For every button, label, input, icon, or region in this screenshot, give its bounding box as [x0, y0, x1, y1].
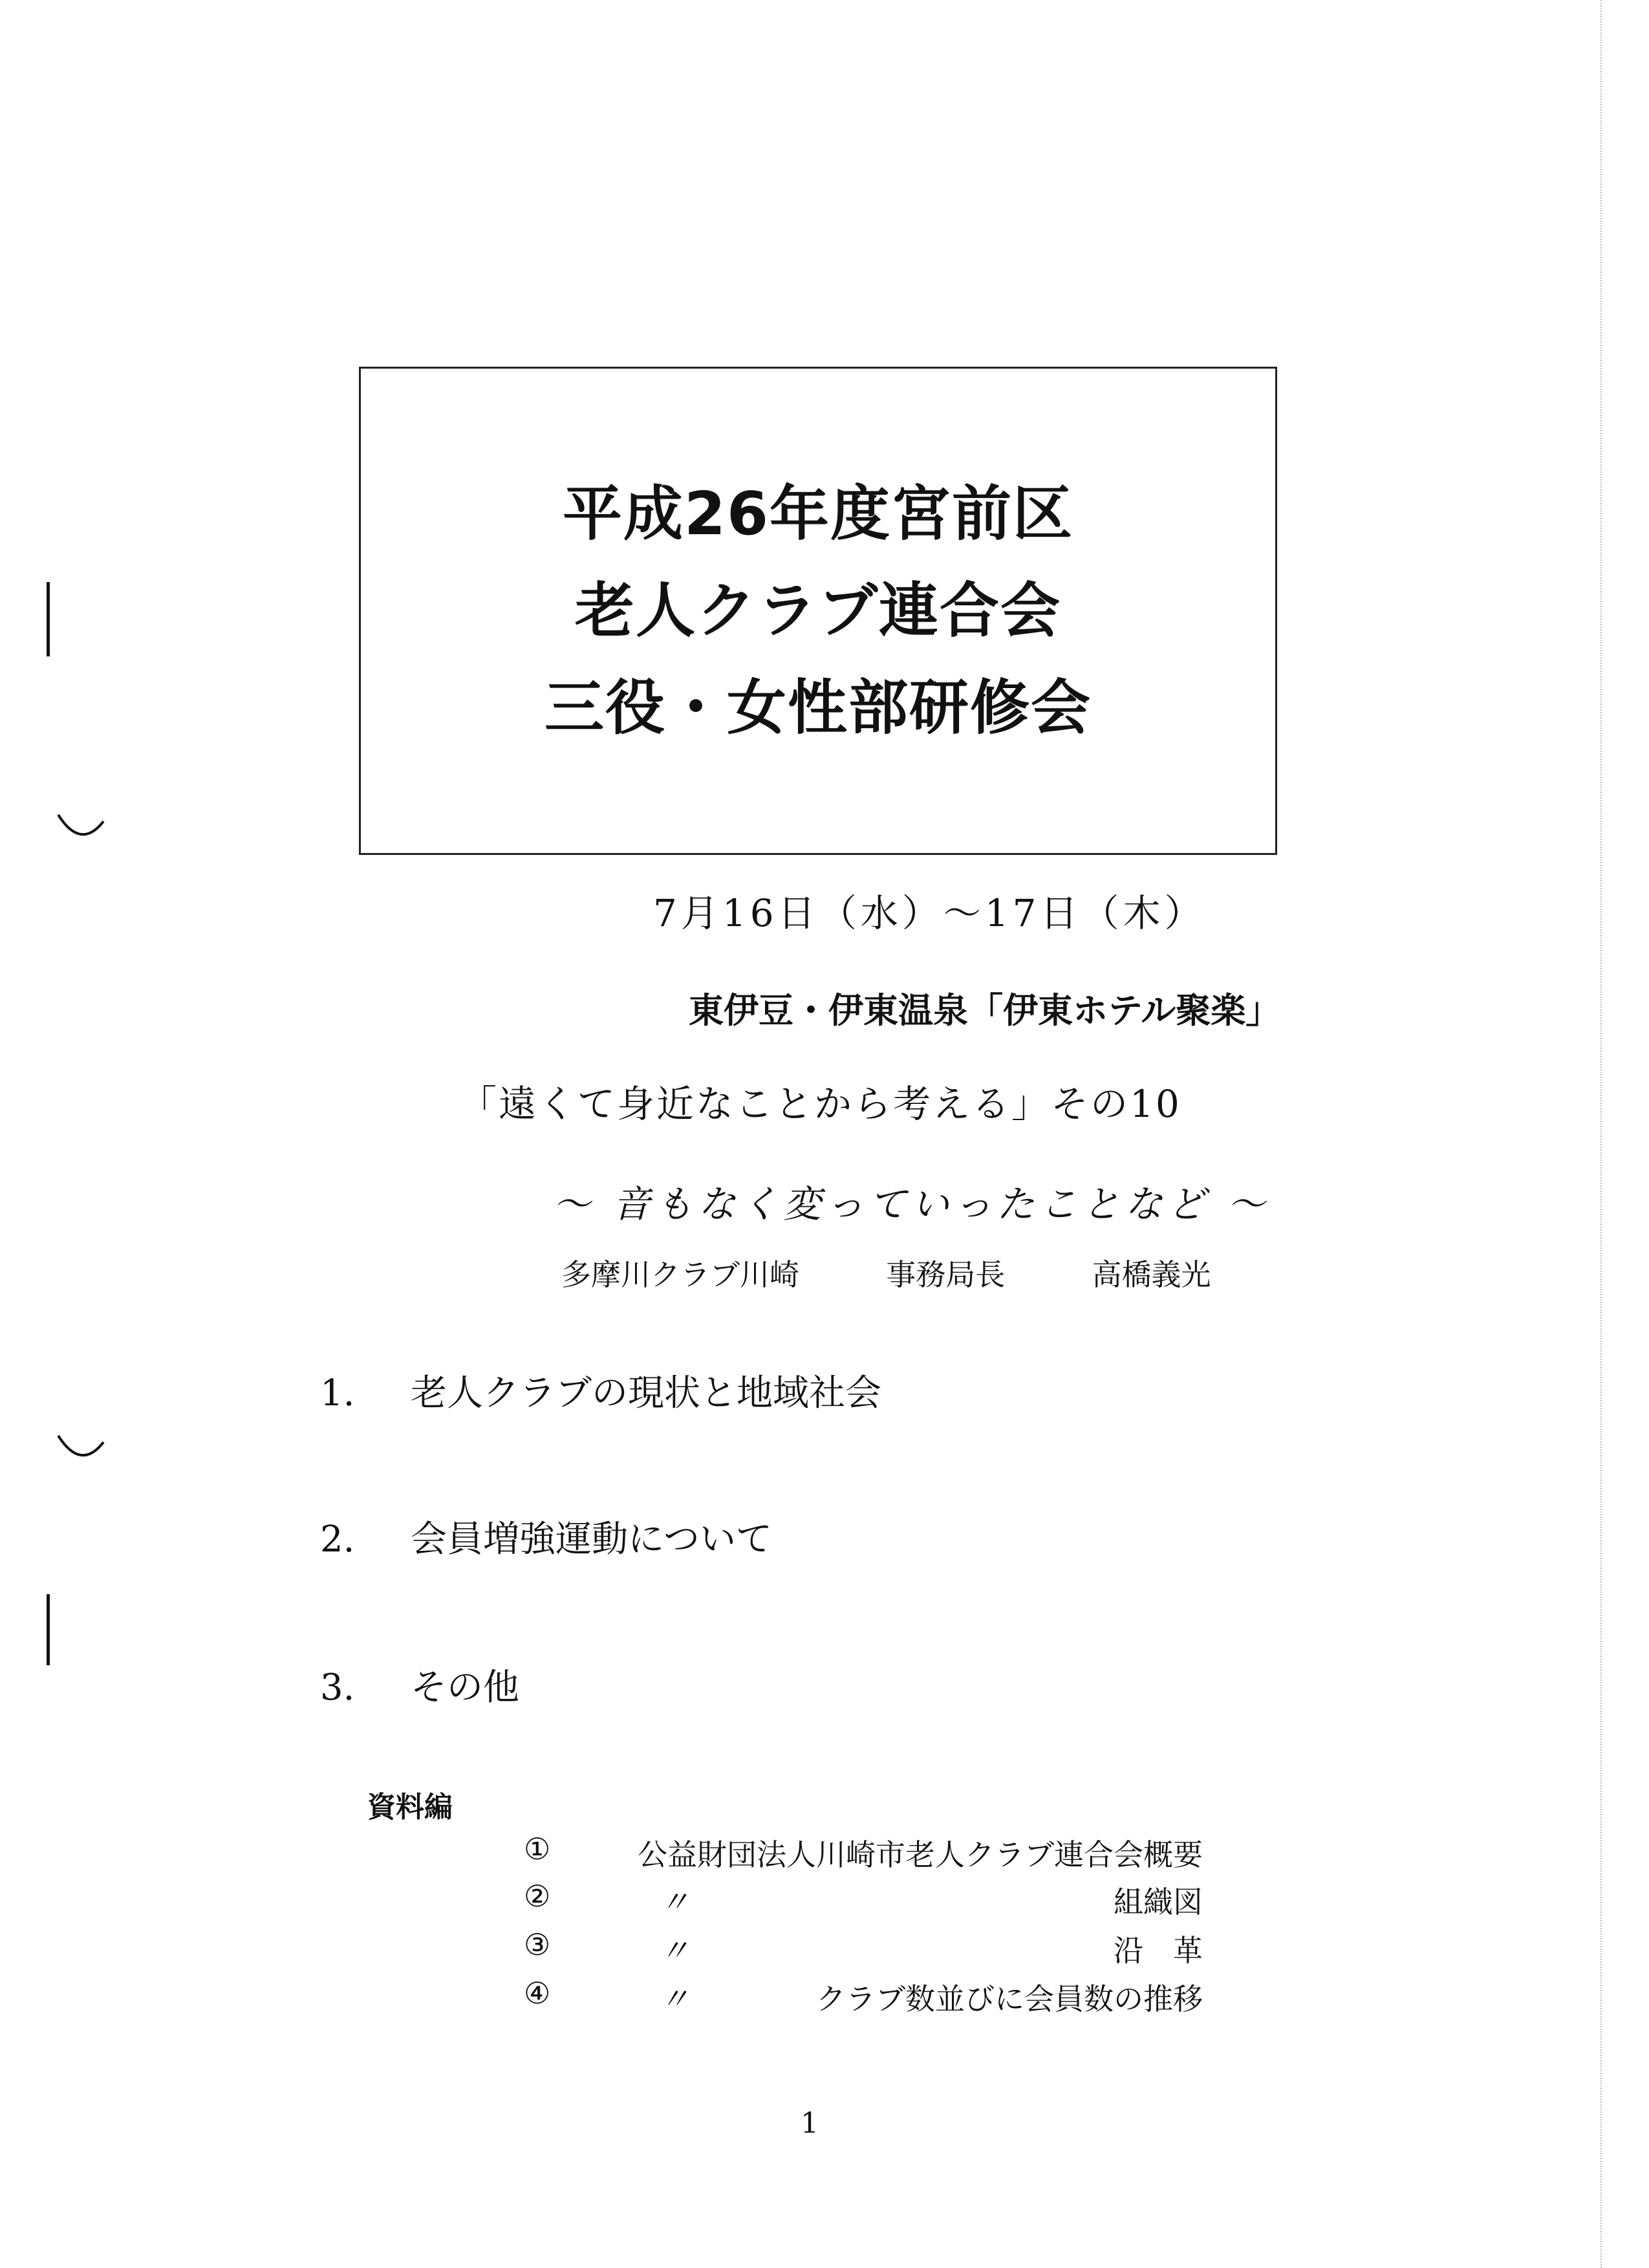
scan-edge-line [1600, 0, 1603, 2268]
speaker-organization: 多摩川クラブ川崎 [561, 1257, 799, 1292]
materials-item [524, 1831, 1203, 1874]
agenda-number: 2. [320, 1518, 355, 1561]
ditto-mark: 〃 [660, 1933, 689, 1968]
title-line-1: 平成26年度宮前区 [562, 479, 1074, 548]
materials-text: 公益財団法人川崎市老人クラブ連合会概要 [638, 1837, 1203, 1872]
agenda-number: 3. [320, 1667, 355, 1709]
materials-text: 沿 革 [1114, 1933, 1203, 1968]
event-date: 7月16日（水）～17日（木） [653, 891, 1206, 935]
scan-mark [47, 1594, 50, 1665]
lecture-subtitle: ～ 音もなく変っていったことなど ～ [553, 1182, 1270, 1226]
title-line-3: 三役・女性部研修会 [544, 673, 1092, 742]
agenda-text: 老人クラブの現状と地域社会 [411, 1372, 881, 1414]
materials-item [524, 1976, 1203, 2018]
materials-marker: ② [524, 1879, 551, 1914]
agenda-number: 1. [320, 1372, 355, 1414]
agenda-item [320, 1365, 881, 1416]
agenda-text: その他 [411, 1667, 519, 1709]
materials-item [524, 1879, 1203, 1921]
scan-mark [47, 582, 50, 656]
page-number: 1 [801, 2107, 819, 2140]
materials-marker: ③ [524, 1927, 551, 1962]
punch-hole-mark [55, 812, 107, 844]
speaker-name: 高橋義光 [1092, 1257, 1211, 1292]
materials-marker: ④ [524, 1976, 551, 2011]
agenda-item [320, 1511, 772, 1562]
materials-item [524, 1927, 1203, 1970]
speaker-position: 事務局長 [886, 1257, 1006, 1292]
materials-text: 組織図 [1114, 1885, 1203, 1919]
materials-heading: 資料編 [367, 1791, 453, 1824]
punch-hole-mark [55, 1432, 107, 1465]
materials-marker: ① [524, 1831, 551, 1866]
event-venue: 東伊豆・伊東温泉「伊東ホテル聚楽」 [689, 989, 1281, 1031]
lecture-title: 「遠くて身近なことから考える」その10 [459, 1082, 1181, 1126]
agenda-item [320, 1659, 519, 1711]
materials-text: クラブ数並びに会員数の推移 [816, 1982, 1203, 2016]
ditto-mark: 〃 [660, 1885, 689, 1919]
title-box [359, 367, 1277, 855]
speaker-line [561, 1251, 1211, 1294]
agenda-text: 会員増強運動について [411, 1518, 772, 1561]
title-line-2: 老人クラブ連合会 [574, 576, 1061, 645]
ditto-mark: 〃 [660, 1982, 689, 2016]
